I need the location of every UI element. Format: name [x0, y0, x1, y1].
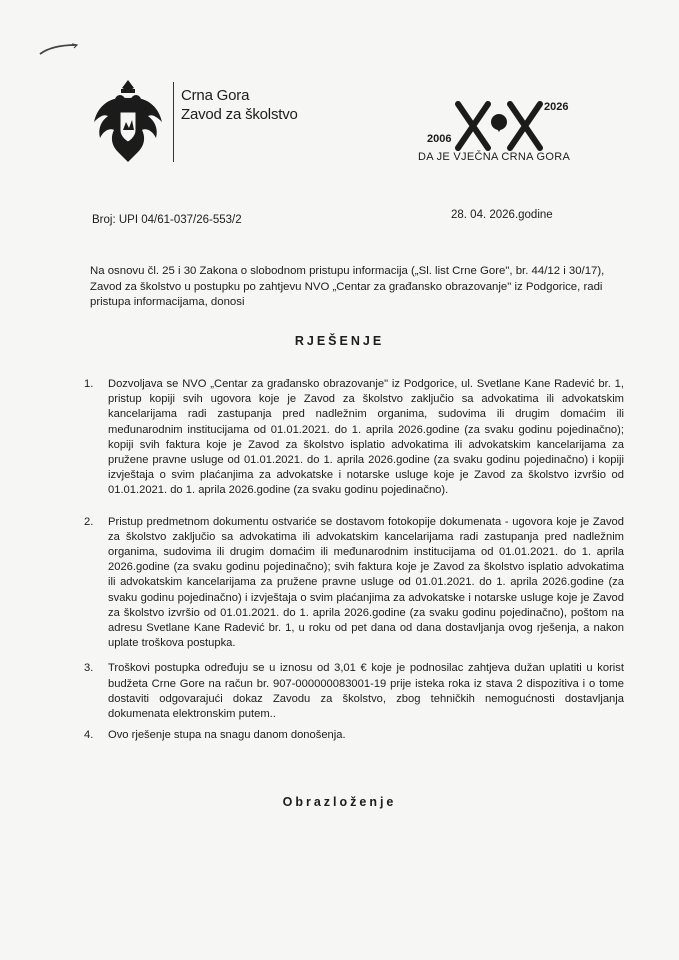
- item-text: Pristup predmetnom dokumentu ostvariće se dostavom fotokopije dokumenata - ugovora koje je Zavod za školstvo zaključio sa advokatima ili advokatskim kancelarijama radi zastupanja pred nadležnim organima, sudovima ili drugim domaćim ili međunarodnim institucijama od 01.01.2021. do 1. aprila 2026.godine (za svaku godinu pojedinačno); svih faktura koje je Zavod za školstvo isplatio advokatima ili advokatskim kancelarijama za pružene pravne usluge od 01.01.2021. do 1. aprila 2026.godine (za svaku godinu pojedinačno) i izvještaja o svim plaćanjima za advokatske i notarske usluge koje je Zavod za školstvo izvršio od 01.01.2021. do 1. aprila 2026.godine (za svaku godinu pojedinačno), poštom na adresu Svetlane Kane Radević br. 1, u roku od pet dana od dana dostavljanja ovog rješenja, a nakon uplate troškova postupka.: [108, 515, 624, 650]
- document-date: 28. 04. 2026.godine: [451, 209, 553, 221]
- decision-item: [84, 515, 624, 652]
- item-number: 3.: [84, 662, 94, 675]
- item-text: Troškovi postupka određuju se u iznosu od 3,01 € koje je podnosilac zahtjeva dužan uplatiti u korist budžeta Crne Gore na račun br. 907-000000083001-19 prije isteka roka iz stava 2 dispozitiva i o tome dostaviti odgovarajući dokaz Zavodu za školstvo, zbog tehničkih nemogućnosti dostavljanja dokumenata elektronskim putem..: [108, 662, 624, 721]
- intro-paragraph: Na osnovu čl. 25 i 30 Zakona o slobodnom pristupu informacija („Sl. list Crne Gore", br. 44/12 i 30/17), Zavod za školstvo u postupku po zahtjevu NVO „Centar za građansko obrazovanje" iz Podgorice, radi pristupa informacijama, donosi: [90, 265, 605, 308]
- jubilee-year-start: 2006: [427, 133, 452, 145]
- section-heading-explanation: Obrazloženje: [282, 795, 397, 809]
- item-number: 1.: [84, 378, 94, 390]
- decision-item: [84, 377, 624, 499]
- decision-item: [84, 661, 624, 722]
- institution-name: Zavod za školstvo: [181, 106, 298, 123]
- institution-block: [181, 86, 298, 124]
- coat-of-arms-icon: [92, 78, 164, 166]
- header-divider: [173, 82, 174, 162]
- item-text: Dozvoljava se NVO „Centar za građansko obrazovanje" iz Podgorice, ul. Svetlane Kane Radević br. 1, pristup kopiji svih ugovora koje je Zavod za školstvo zaključio sa advokatima ili advokatskim kancelarijama radi zastupanja pred nadležnim organima, sudovima ili drugim domaćim ili međunarodnim institucijama od 01.01.2021. do 1. aprila 2026.godine (za svaku godinu pojedinačno); kopiji svih faktura koje je Zavod za školstvo isplatio advokatima ili advokatskim kancelarijama za pružene pravne usluge od 01.01.2021. do 1. aprila 2026.godine (za svaku godinu pojedinačno) i kopiji izvještaja o svim plaćanjima za advokatske i notarske usluge koje je Zavod za školstvo izvršio od 01.01.2021. do 1. aprila 2026.godine (za svaku godinu pojedinačno).: [108, 378, 624, 497]
- jubilee-year-end: 2026: [544, 101, 569, 113]
- decision-items: [84, 377, 624, 743]
- pen-stroke-mark: [38, 42, 80, 56]
- item-number: 4.: [84, 729, 94, 742]
- decision-item: [84, 728, 624, 743]
- jubilee-caption: DA JE VJEČNA CRNA GORA: [418, 151, 571, 163]
- item-number: 2.: [84, 515, 94, 528]
- country-name: Crna Gora: [181, 87, 250, 104]
- document-title: RJEŠENJE: [294, 334, 385, 348]
- document-number: Broj: UPI 04/61-037/26-553/2: [92, 214, 242, 226]
- item-text: Ovo rješenje stupa na snagu danom donošenja.: [108, 729, 346, 742]
